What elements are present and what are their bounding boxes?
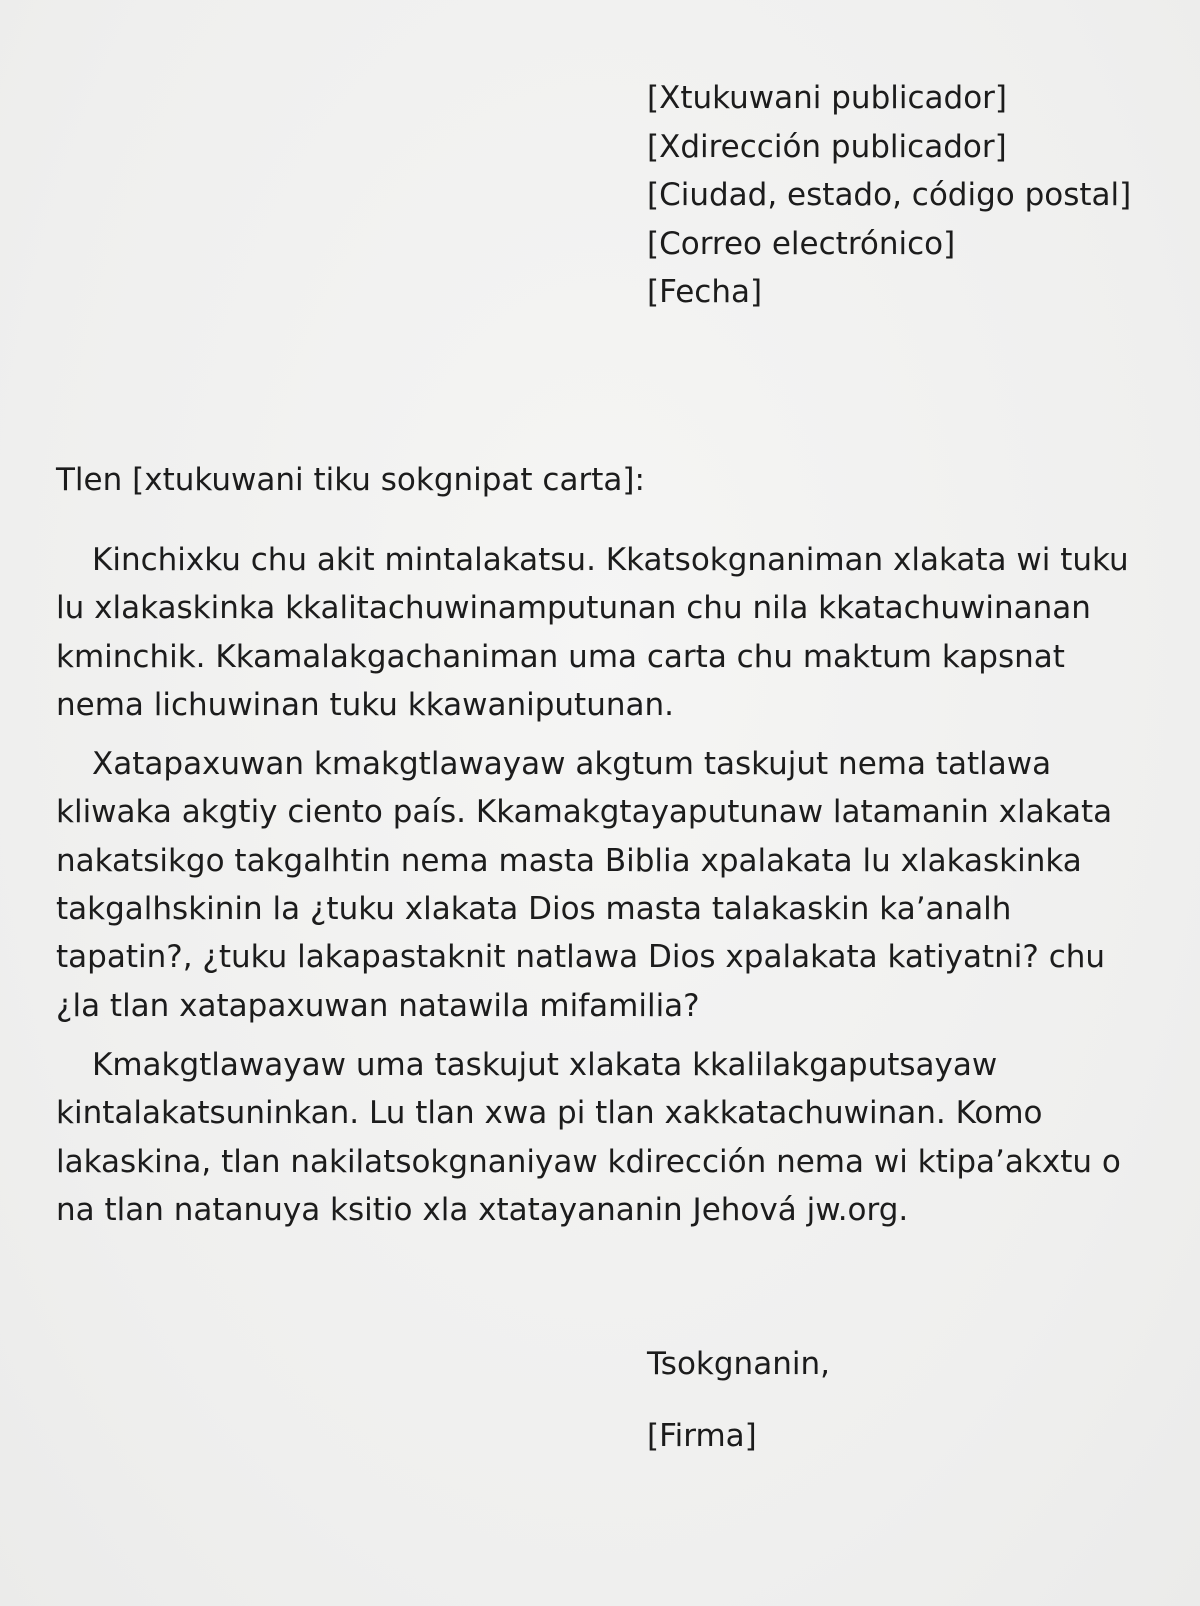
sender-city: [Ciudad, estado, código postal] [647, 177, 1132, 213]
sender-address: [Xdirección publicador] [647, 128, 1007, 165]
body-paragraph-3: Kmakgtlawayaw uma taskujut xlakata kkalilakgaputsayaw kintalakatsuninkan. Lu tlan xwa pi tlan xakkatachuwinan. Komo lakaskina, tlan nakilatsokgnaniyaw kdirección nema wi ktipa’akxtu o na tlan natanuya ksitio xla xtatayananin Jehová jw.org. [56, 1046, 1121, 1228]
sender-name: [Xtukuwani publicador] [647, 80, 1007, 116]
sender-block [647, 74, 1131, 317]
salutation: Tlen [xtukuwani tiku sokgnipat carta]: [56, 462, 645, 498]
letter-body [56, 536, 1156, 1245]
letter-date: [Fecha] [647, 274, 763, 310]
closing: Tsokgnanin, [647, 1346, 830, 1382]
body-paragraph-2: Xatapaxuwan kmakgtlawayaw akgtum taskujut nema tatlawa kliwaka akgtiy ciento país. Kkamakgtayaputunaw latamanin xlakata nakatsikgo takgalhtin nema masta Biblia xpalakata lu xlakaskinka takgalhskinin la ¿tuku xlakata Dios masta talakaskin ka’analh tapatin?, ¿tuku lakapastaknit natlawa Dios xpalakata katiyatni? chu ¿la tlan xatapaxuwan natawila mifamilia? [56, 746, 1113, 1024]
signature-placeholder: [Firma] [647, 1418, 757, 1454]
body-paragraph-1: Kinchixku chu akit mintalakatsu. Kkatsokgnaniman xlakata wi tuku lu xlakaskinka kkalitachuwinamputunan chu nila kkatachuwinanan kminchik. Kkamalakgachaniman uma carta chu maktum kapsnat nema lichuwinan tuku kkawaniputunan. [56, 542, 1129, 723]
sender-email: [Correo electrónico] [647, 225, 956, 262]
